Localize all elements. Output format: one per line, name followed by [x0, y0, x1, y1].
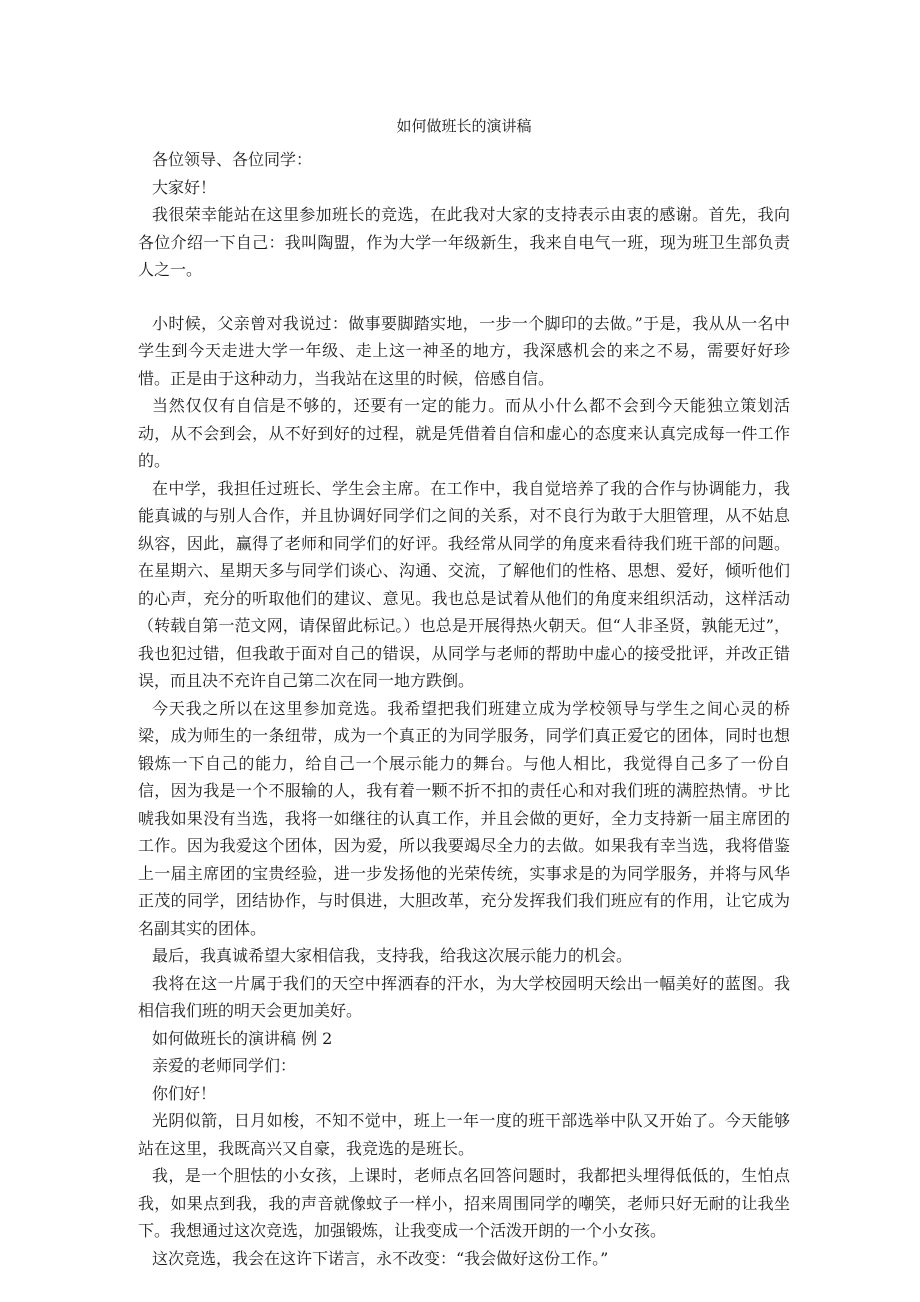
paragraph-opening-2: 光阴似箭，日月如梭，不知不觉中，班上一年一度的班干部选举中队又开始了。今天能够站在这里，我既高兴又自豪，我竞选的是班长。 — [138, 1111, 790, 1158]
example-2-heading: 如何做班长的演讲稿 例 2 — [152, 1028, 333, 1048]
paragraph-childhood: 小时候，父亲曾对我说过：做事要脚踏实地，一步一个脚印的去做。”于是，我从从一名中学生到今天走进大学一年级、走上这一神圣的地方，我深感机会的来之不易，需要好好珍惜。正是由于这种动力，当我站在这里的时候，倍感自信。 — [138, 313, 790, 388]
paragraph-salutation: 各位领导、各位同学： — [152, 150, 313, 169]
paragraph-vision: 我将在这一片属于我们的天空中挥洒春的汗水，为大学校园明天绘出一幅美好的蓝图。我相信我们班的明天会更加美好。 — [138, 973, 790, 1020]
paragraph-closing: 最后，我真诚希望大家相信我，支持我，给我这次展示能力的机会。 — [152, 946, 633, 965]
paragraph-ability: 当然仅仅有自信是不够的，还要有一定的能力。而从小什么都不会到今天能独立策划活动，从不会到会，从不好到好的过程，就是凭借着自信和虚心的态度来认真完成每一件工作的。 — [138, 396, 790, 470]
document-page — [138, 112, 790, 1272]
document-body — [138, 146, 790, 1272]
paragraph-self-description-2: 我，是一个胆怯的小女孩，上课时，老师点名回答问题时，我都把头埋得低低的，生怕点我，如果点到我，我的声音就像蚊子一样小，招来周围同学的嘲笑，老师只好无耐的让我坐下。我想通过这次竞选，加强锻炼，让我变成一个活泼开朗的一个小女孩。 — [138, 1166, 790, 1240]
paragraph-greeting: 大家好！ — [152, 177, 217, 197]
paragraph-promise-2: 这次竞选，我会在这许下诺言，永不改变：“我会做好这份工作。” — [152, 1248, 609, 1268]
paragraph-experience: 在中学，我担任过班长、学生会主席。在工作中，我自觉培养了我的合作与协调能力，我能真诚的与别人合作，并且协调好同学们之间的关系，对不良行为敢于大胆管理，从不姑息纵容，因此，赢得了老师和同学们的好评。我经常从同学的角度来看待我们班干部的问题。在星期六、星期天多与同学们谈心、沟通、交流，了解他们的性格、思想、爱好，倾听他们的心声，充分的听取他们的建议、意见。我也总是试着从他们的角度来组织活动，这样活动（转载自第一范文网，请保留此标记。）也总是开展得热火朝天。但“人非圣贤，孰能无过”，我也犯过错，但我敢于面对自己的错误，从同学与老师的帮助中虚心的接受批评，并改正错误，而且决不充许自己第二次在同一地方跌倒。 — [138, 478, 790, 690]
paragraph-greeting-2: 你们好！ — [152, 1083, 217, 1103]
paragraph-salutation-2: 亲爱的老师同学们： — [152, 1056, 297, 1075]
paragraph-introduction: 我很荣幸能站在这里参加班长的竞选，在此我对大家的支持表示由衷的感谢。首先，我向各位介绍一下自己：我叫陶盟，作为大学一年级新生，我来自电气一班，现为班卫生部负责人之一。 — [138, 205, 790, 279]
document-title: 如何做班长的演讲稿 — [396, 117, 532, 135]
paragraph-blank — [138, 284, 790, 310]
paragraph-motivation: 今天我之所以在这里参加竞选。我希望把我们班建立成为学校领导与学生之间心灵的桥梁，成为师生的一条纽带，成为一个真正的为同学服务，同学们真正爱它的团体，同时也想锻炼一下自己的能力，给自己一个展示能力的舞台。与他人相比，我觉得自己多了一份自信，因为我是一个不服输的人，我有着一颗不折不扣的责任心和对我们班的满腔热情。サ比唬我如果没有当选，我将一如继往的认真工作，并且会做的更好，全力支持新一届主席团的工作。因为我爱这个团体，因为爱，所以我要竭尽全力的去做。如果我有幸当选，我将借鉴上一届主席团的宝贵经验，进一步发扬他的光荣传统，实事求是的为同学服务，并将与风华正茂的同学，团结协作，与时俱进，大胆改革，充分发挥我们我们班应有的作用，让它成为名副其实的团体。 — [138, 698, 790, 938]
